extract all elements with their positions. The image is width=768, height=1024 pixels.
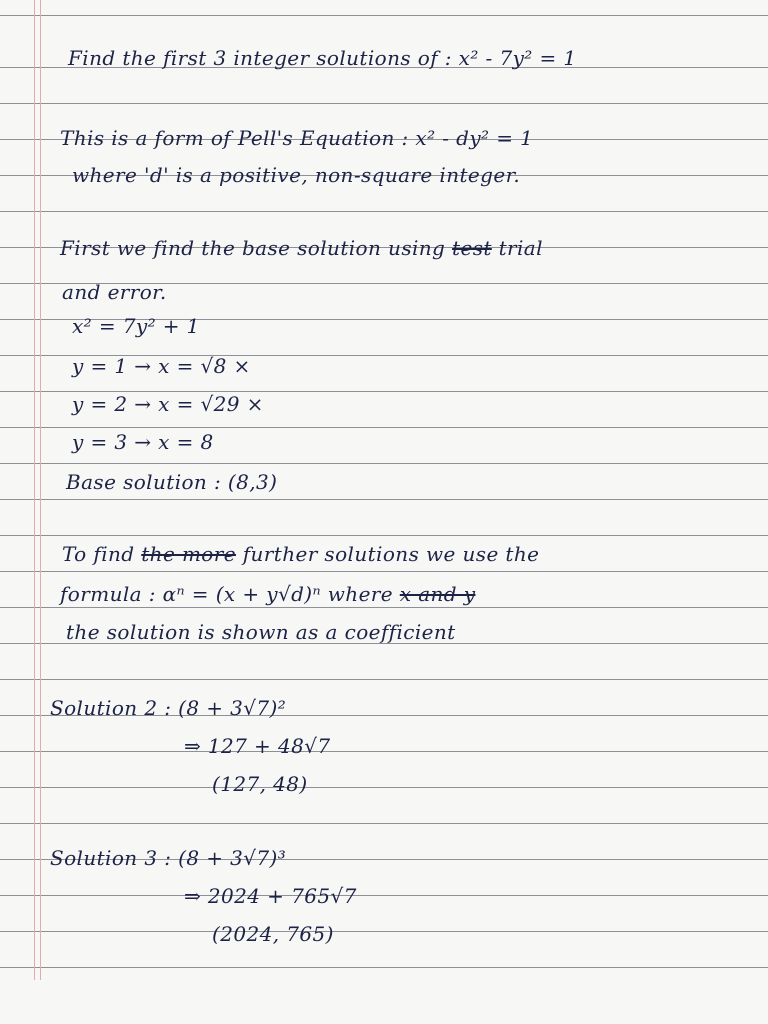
solution-3-pair: (2024, 765)	[212, 922, 334, 946]
base-solution: Base solution : (8,3)	[66, 470, 278, 494]
further-text-a: To find	[62, 542, 142, 566]
trial-y2: y = 2 → x = √29 ×	[72, 392, 264, 416]
problem-statement: Find the first 3 integer solutions of : x² - 7y² = 1	[68, 46, 577, 70]
crossed-out-xy: x and y	[399, 582, 476, 606]
crossed-out-words: the more	[141, 542, 236, 566]
trial-y1: y = 1 → x = √8 ×	[72, 354, 251, 378]
page-bottom-edge	[0, 980, 768, 1024]
trial-y3: y = 3 → x = 8	[72, 430, 214, 454]
margin-line-right	[40, 0, 41, 980]
crossed-out-word: test	[452, 236, 492, 260]
base-intro-end: trial	[491, 236, 543, 260]
solution-3-expr: Solution 3 : (8 + 3√7)³	[50, 846, 287, 870]
solution-2-expanded: ⇒ 127 + 48√7	[184, 734, 331, 758]
pell-equation-intro: This is a form of Pell's Equation : x² - dy² = 1	[60, 126, 534, 150]
base-solution-intro-cont: and error.	[62, 280, 167, 304]
margin-line-left	[34, 0, 35, 980]
rearranged-equation: x² = 7y² + 1	[72, 314, 200, 338]
solution-2-pair: (127, 48)	[212, 772, 308, 796]
solution-2-expr: Solution 2 : (8 + 3√7)²	[50, 696, 287, 720]
base-solution-intro	[60, 236, 543, 260]
solution-3-expanded: ⇒ 2024 + 765√7	[184, 884, 357, 908]
formula-text: formula : αⁿ = (x + y√d)ⁿ where	[60, 582, 400, 606]
d-definition: where 'd' is a positive, non-square integer.	[72, 163, 521, 187]
recurrence-formula	[60, 582, 475, 606]
base-intro-text: First we find the base solution using	[60, 236, 453, 260]
further-solutions-intro	[62, 542, 539, 566]
coefficient-note: the solution is shown as a coefficient	[66, 620, 456, 644]
further-text-b: further solutions we use the	[235, 542, 540, 566]
